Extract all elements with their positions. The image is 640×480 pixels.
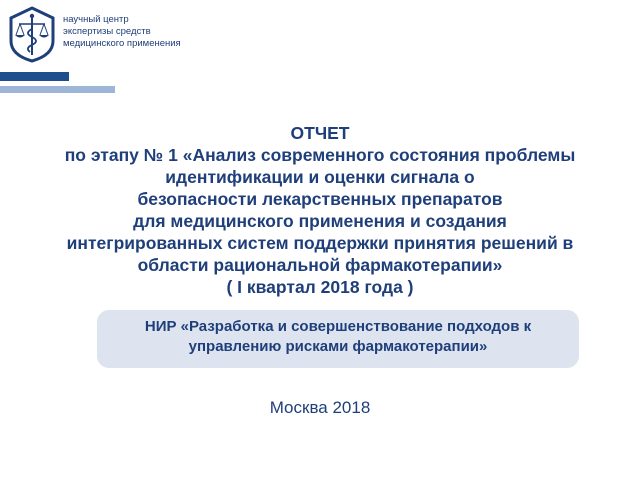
org-name-line: научный центр: [63, 14, 129, 25]
report-title-line: интегрированных систем поддержки принятия решений в: [66, 233, 574, 253]
org-name-line: экспертизы средств: [63, 26, 151, 37]
report-title-line: для медицинского применения и создания: [133, 211, 507, 231]
report-title-line: области рациональной фармакотерапии»: [137, 255, 503, 275]
org-name-line: медицинского применения: [63, 38, 181, 49]
nir-title-box: [97, 310, 579, 368]
report-title-line: ( I квартал 2018 года ): [226, 277, 414, 297]
org-name: [63, 14, 181, 50]
report-title-line: по этапу № 1 «Анализ современного состояния проблемы: [64, 145, 576, 165]
city-year: Москва 2018: [269, 398, 371, 417]
caduceus-scales-emblem-icon: [6, 5, 58, 63]
nir-title-line: управлению рисками фармакотерапии»: [188, 338, 488, 355]
decorative-bar-dark: [0, 72, 69, 81]
decorative-bar-light: [0, 86, 115, 93]
report-title: [0, 122, 640, 298]
report-title-line: безопасности лекарственных препаратов: [137, 189, 503, 209]
nir-title-line: НИР «Разработка и совершенствование подходов к: [144, 318, 532, 335]
report-title-line: идентификации и оценки сигнала о: [165, 167, 475, 187]
report-title-line: ОТЧЕТ: [290, 123, 350, 143]
